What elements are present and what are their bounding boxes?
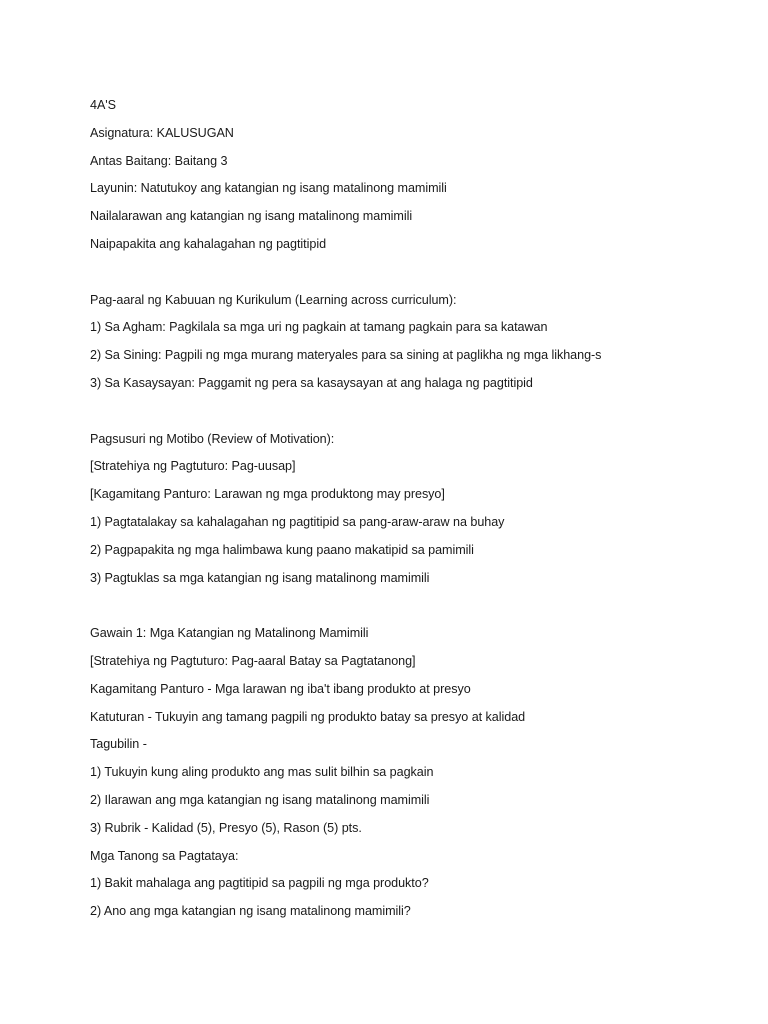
motivation-strategy: [Stratehiya ng Pagtuturo: Pag-uusap]	[90, 459, 296, 474]
paragraph-gap	[90, 259, 750, 287]
objective-line-2: Nailalarawan ang katangian ng isang matalinong mamimili	[90, 209, 413, 224]
curriculum-item: 2) Sa Sining: Pagpili ng mga murang materyales para sa sining at paglikha ng mga likhang-s	[90, 348, 602, 363]
document-code: 4A'S	[90, 98, 117, 112]
instructions-label: Tagubilin -	[90, 737, 147, 752]
questions-label: Mga Tanong sa Pagtataya:	[90, 848, 239, 863]
motivation-item: 3) Pagtuklas sa mga katangian ng isang matalinong mamimili	[90, 570, 430, 585]
subject-line: Asignatura: KALUSUGAN	[90, 125, 234, 140]
paragraph-gap	[90, 592, 750, 620]
grade-line: Antas Baitang: Baitang 3	[90, 153, 228, 168]
instruction-item: 3) Rubrik - Kalidad (5), Presyo (5), Rason (5) pts.	[90, 820, 362, 835]
activity-materials: Kagamitang Panturo - Mga larawan ng iba't ibang produkto at presyo	[90, 681, 471, 696]
question-item: 2) Ano ang mga katangian ng isang matalinong mamimili?	[90, 904, 411, 919]
question-item: 1) Bakit mahalaga ang pagtitipid sa pagpili ng mga produkto?	[90, 876, 429, 891]
activity-strategy: [Stratehiya ng Pagtuturo: Pag-aaral Batay sa Pagtatanong]	[90, 653, 416, 668]
curriculum-item: 3) Sa Kasaysayan: Paggamit ng pera sa kasaysayan at ang halaga ng pagtitipid	[90, 375, 533, 390]
document-body	[90, 92, 750, 926]
curriculum-heading: Pag-aaral ng Kabuuan ng Kurikulum (Learning across curriculum):	[90, 292, 457, 307]
objective-line: Layunin: Natutukoy ang katangian ng isang matalinong mamimili	[90, 181, 447, 196]
paragraph-gap	[90, 398, 750, 426]
activity-meaning: Katuturan - Tukuyin ang tamang pagpili ng produkto batay sa presyo at kalidad	[90, 709, 526, 724]
motivation-item: 1) Pagtatalakay sa kahalagahan ng pagtitipid sa pang-araw-araw na buhay	[90, 514, 505, 529]
instruction-item: 2) Ilarawan ang mga katangian ng isang matalinong mamimili	[90, 792, 430, 807]
objective-line-3: Naipapakita ang kahalagahan ng pagtitipid	[90, 236, 327, 251]
motivation-materials: [Kagamitang Panturo: Larawan ng mga produktong may presyo]	[90, 487, 445, 502]
curriculum-item: 1) Sa Agham: Pagkilala sa mga uri ng pagkain at tamang pagkain para sa katawan	[90, 320, 548, 335]
activity-heading: Gawain 1: Mga Katangian ng Matalinong Mamimili	[90, 626, 369, 641]
motivation-item: 2) Pagpapakita ng mga halimbawa kung paano makatipid sa pamimili	[90, 542, 474, 557]
motivation-heading: Pagsusuri ng Motibo (Review of Motivation):	[90, 431, 335, 446]
instruction-item: 1) Tukuyin kung aling produkto ang mas sulit bilhin sa pagkain	[90, 765, 434, 780]
